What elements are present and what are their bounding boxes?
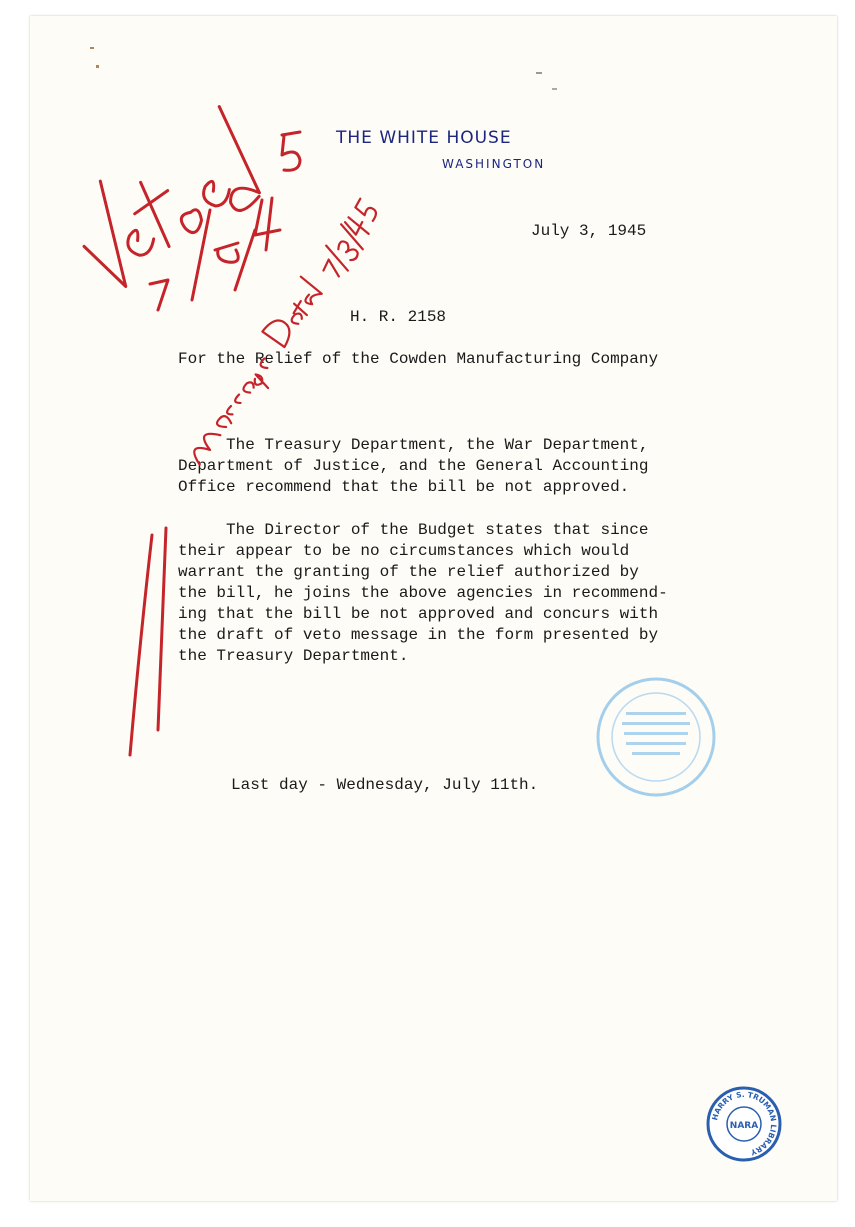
truman-library-stamp xyxy=(708,1088,780,1160)
vetoed-handwriting xyxy=(56,107,273,295)
bill-number: H. R. 2158 xyxy=(350,308,447,326)
received-stamp xyxy=(598,679,714,795)
svg-text:HARRY S. TRUMAN LIBRARY: HARRY S. TRUMAN LIBRARY xyxy=(710,1089,779,1158)
paragraph-budget-director: The Director of the Budget states that since their appear to be no circumstances which would warrant the granting of the relief authorized by the bill, he joins the above agencies in recommend- ing that the bill be not approved and concurs with the draft of veto message in the form presented by the Treasury Department. xyxy=(178,521,668,665)
margin-mark-2 xyxy=(158,528,166,730)
letterhead-title: THE WHITE HOUSE xyxy=(336,128,512,148)
veto-date-handwriting xyxy=(150,132,300,310)
paragraph-agencies: The Treasury Department, the War Department, Department of Justice, and the General Accounting Office recommend that the bill be not approved. xyxy=(178,436,649,496)
margin-mark-1 xyxy=(130,535,152,755)
message-dated-handwriting xyxy=(179,196,387,471)
memo-date: July 3, 1945 xyxy=(531,222,647,240)
letterhead-subtitle: WASHINGTON xyxy=(442,157,546,171)
last-day-note: Last day - Wednesday, July 11th. xyxy=(231,776,539,794)
paper-specks xyxy=(90,47,557,90)
stamp-center-label: NARA xyxy=(729,1121,759,1131)
bill-title: For the Relief of the Cowden Manufacturing Company xyxy=(178,350,659,368)
